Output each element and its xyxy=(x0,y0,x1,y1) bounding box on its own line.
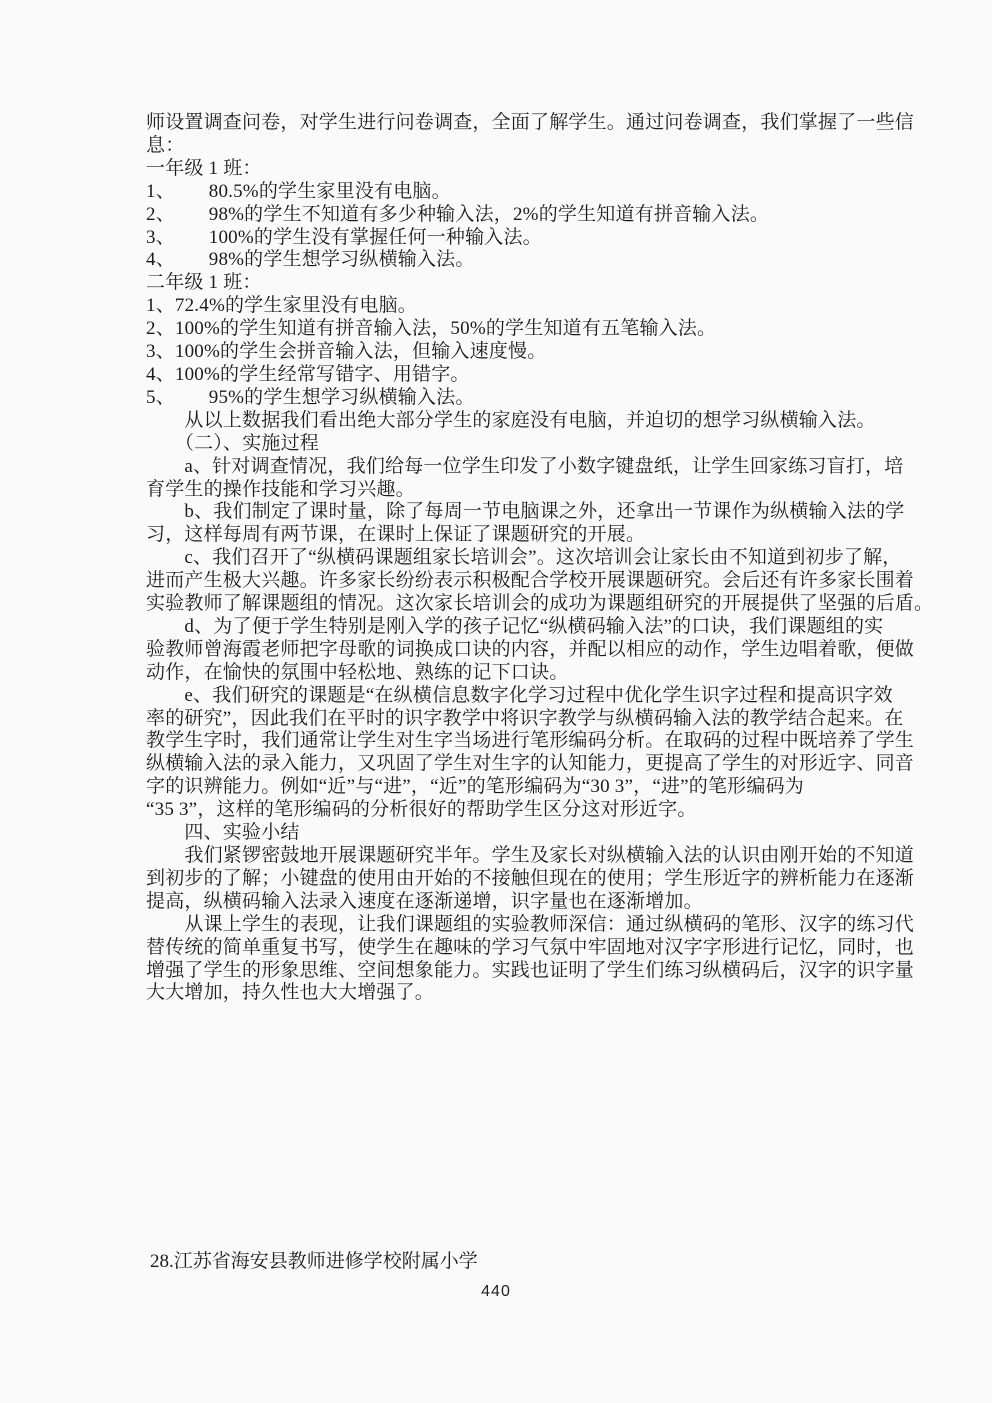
footer-note: 28.江苏省海安县教师进修学校附属小学 xyxy=(150,1251,478,1272)
body-line: 一年级 1 班： xyxy=(146,157,262,179)
body-line: 息： xyxy=(146,134,185,156)
body-line: 4、100%的学生经常写错字、用错字。 xyxy=(146,363,470,385)
body-line: 提高，纵横码输入法录入速度在逐渐递增，识字量也在逐渐增加。 xyxy=(146,890,703,912)
body-line: 替传统的简单重复书写，使学生在趣味的学习气氛中牢固地对汉字字形进行记忆，同时，也 xyxy=(146,936,915,958)
body-line: 从课上学生的表现，让我们课题组的实验教师深信：通过纵横码的笔形、汉字的练习代 xyxy=(146,913,915,935)
body-line: 进而产生极大兴趣。许多家长纷纷表示积极配合学校开展课题研究。会后还有许多家长围着 xyxy=(146,570,915,592)
body-line: b、我们制定了课时量，除了每周一节电脑课之外，还拿出一节课作为纵横输入法的学 xyxy=(146,501,905,523)
body-line: （二）、实施过程 xyxy=(146,432,320,454)
body-line: 2、100%的学生知道有拼音输入法，50%的学生知道有五笔输入法。 xyxy=(146,318,717,340)
body-line: 字的识辨能力。例如“近”与“进”，“近”的笔形编码为“30 3”，“进”的笔形编码为 xyxy=(146,776,804,798)
body-line: 动作，在愉快的氛围中轻松地、熟练的记下口诀。 xyxy=(146,661,569,683)
body-line: 2、 98%的学生不知道有多少种输入法，2%的学生知道有拼音输入法。 xyxy=(146,203,770,225)
body-line: 3、 100%的学生没有掌握任何一种输入法。 xyxy=(146,226,542,248)
body-line: 3、100%的学生会拼音输入法，但输入速度慢。 xyxy=(146,341,547,363)
body-line: 习，这样每周有两节课，在课时上保证了课题研究的开展。 xyxy=(146,524,646,546)
body-line: 纵横输入法的录入能力，又巩固了学生对生字的认知能力，更提高了学生的对形近字、同音 xyxy=(146,753,915,775)
body-line: “35 3”，这样的笔形编码的分析很好的帮助学生区分这对形近字。 xyxy=(146,799,697,821)
body-line: c、我们召开了“纵横码课题组家长培训会”。这次培训会让家长由不知道到初步了解， xyxy=(146,547,902,569)
body-line: 教学生字时，我们通常让学生对生字当场进行笔形编码分析。在取码的过程中既培养了学生 xyxy=(146,730,915,752)
body-line: 师设置调查问卷，对学生进行问卷调查，全面了解学生。通过问卷调查，我们掌握了一些信 xyxy=(146,112,915,133)
body-line: 5、 95%的学生想学习纵横输入法。 xyxy=(146,386,475,408)
body-line: 实验教师了解课题组的情况。这次家长培训会的成功为课题组研究的开展提供了坚强的后盾。 xyxy=(146,593,934,615)
body-line: 我们紧锣密鼓地开展课题研究半年。学生及家长对纵横输入法的认识由刚开始的不知道 xyxy=(146,845,915,866)
body-line: d、为了便于学生特别是刚入学的孩子记忆“纵横码输入法”的口诀，我们课题组的实 xyxy=(146,615,884,637)
body-line: 大大增加，持久性也大大增强了。 xyxy=(146,982,435,1004)
body-line: 二年级 1 班： xyxy=(146,272,262,294)
page-number: 440 xyxy=(481,1283,511,1300)
body-line: 从以上数据我们看出绝大部分学生的家庭没有电脑，并迫切的想学习纵横输入法。 xyxy=(146,409,876,431)
body-text-block xyxy=(146,112,934,1005)
body-line: 4、 98%的学生想学习纵横输入法。 xyxy=(146,249,475,271)
body-line: 验教师曾海霞老师把字母歌的词换成口诀的内容，并配以相应的动作，学生边唱着歌，便做 xyxy=(146,638,915,660)
body-line: 到初步的了解；小键盘的使用由开始的不接触但现在的使用；学生形近字的辨析能力在逐渐 xyxy=(146,867,915,889)
body-line: 1、 80.5%的学生家里没有电脑。 xyxy=(146,180,451,202)
body-line: a、针对调查情况，我们给每一位学生印发了小数字键盘纸，让学生回家练习盲打，培 xyxy=(146,455,904,477)
body-line: 增强了学生的形象思维、空间想象能力。实践也证明了学生们练习纵横码后，汉字的识字量 xyxy=(146,959,915,981)
body-line: 率的研究”，因此我们在平时的识字教学中将识字教学与纵横码输入法的教学结合起来。在 xyxy=(146,707,904,729)
body-line: 四、实验小结 xyxy=(146,822,300,844)
body-line: 育学生的操作技能和学习兴趣。 xyxy=(146,478,415,500)
body-line: 1、72.4%的学生家里没有电脑。 xyxy=(146,295,417,317)
body-line: e、我们研究的课题是“在纵横信息数字化学习过程中优化学生识字过程和提高识字效 xyxy=(146,684,893,706)
